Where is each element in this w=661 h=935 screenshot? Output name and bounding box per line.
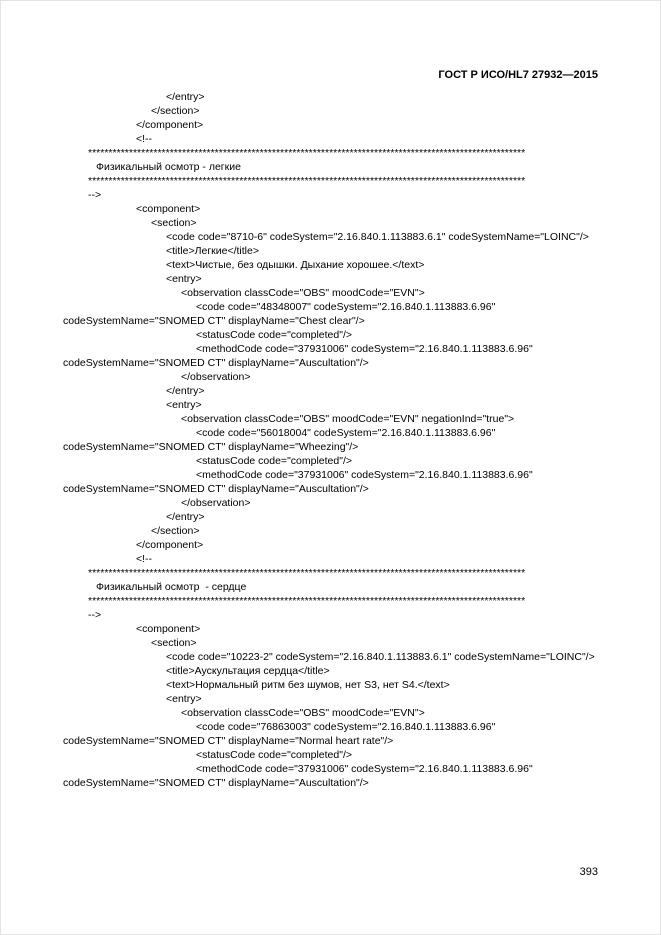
code-line: <!-- [136, 553, 153, 565]
code-line: <entry> [166, 399, 202, 411]
code-line: <observation classCode="OBS" moodCode="EVN" negationInd="true"> [181, 413, 515, 425]
code-line: --> [88, 189, 102, 201]
code-line: codeSystemName="SNOMED CT" displayName="Wheezing"/> [63, 441, 359, 453]
code-line: <methodCode code="37931006" codeSystem="2.16.840.1.113883.6.96" [196, 343, 533, 355]
code-line: </entry> [166, 511, 205, 523]
code-line: <code code="48348007" codeSystem="2.16.840.1.113883.6.96" [196, 301, 496, 313]
code-line: <statusCode code="completed"/> [196, 455, 353, 467]
standard-number: ГОСТ Р ИСО/HL7 27932—2015 [438, 69, 598, 81]
code-line: *********************************************************************************************************** [88, 595, 526, 607]
code-line: <methodCode code="37931006" codeSystem="2.16.840.1.113883.6.96" [196, 469, 533, 481]
code-line: </component> [136, 539, 204, 551]
code-line: codeSystemName="SNOMED CT" displayName="Chest clear"/> [63, 315, 365, 327]
page-header [63, 57, 598, 93]
page-footer [63, 866, 598, 878]
code-line: <text>Чистые, без одышки. Дыхание хорошее.</text> [166, 259, 425, 271]
xml-code-block [63, 90, 631, 790]
code-line: Физикальный осмотр - сердце [96, 581, 247, 593]
code-line: <title>Легкие</title> [166, 245, 259, 257]
code-line: codeSystemName="SNOMED CT" displayName="Auscultation"/> [63, 357, 369, 369]
code-line: </component> [136, 119, 204, 131]
code-line: codeSystemName="SNOMED CT" displayName="Normal heart rate"/> [63, 735, 394, 747]
code-line: <code code="8710-6" codeSystem="2.16.840.1.113883.6.1" codeSystemName="LOINC"/> [166, 231, 589, 243]
code-line: <observation classCode="OBS" moodCode="EVN"> [181, 707, 425, 719]
code-line: <statusCode code="completed"/> [196, 749, 353, 761]
code-line: </observation> [181, 371, 251, 383]
code-line: <code code="10223-2" codeSystem="2.16.840.1.113883.6.1" codeSystemName="LOINC"/> [166, 651, 595, 663]
code-line: <code code="56018004" codeSystem="2.16.840.1.113883.6.96" [196, 427, 496, 439]
code-line: </entry> [166, 385, 205, 397]
code-line: <section> [151, 217, 197, 229]
code-line: </observation> [181, 497, 251, 509]
code-line: <code code="76863003" codeSystem="2.16.840.1.113883.6.96" [196, 721, 496, 733]
code-line: </section> [151, 525, 200, 537]
code-line: <entry> [166, 693, 202, 705]
code-line: *********************************************************************************************************** [88, 567, 526, 579]
page-number: 393 [579, 866, 598, 878]
code-line: </section> [151, 105, 200, 117]
code-line: Физикальный осмотр - легкие [96, 161, 241, 173]
code-line: <text>Нормальный ритм без шумов, нет S3, нет S4.</text> [166, 679, 450, 691]
code-line: <statusCode code="completed"/> [196, 329, 353, 341]
code-line: <observation classCode="OBS" moodCode="EVN"> [181, 287, 425, 299]
code-line: codeSystemName="SNOMED CT" displayName="Auscultation"/> [63, 777, 369, 789]
code-line: *********************************************************************************************************** [88, 175, 526, 187]
code-line: <!-- [136, 133, 153, 145]
code-line: <section> [151, 637, 197, 649]
code-line: --> [88, 609, 102, 621]
code-line: </entry> [166, 91, 205, 103]
code-line: *********************************************************************************************************** [88, 147, 526, 159]
code-line: <entry> [166, 273, 202, 285]
code-line: <component> [136, 203, 201, 215]
code-line: <title>Аускультация сердца</title> [166, 665, 330, 677]
code-line: <methodCode code="37931006" codeSystem="2.16.840.1.113883.6.96" [196, 763, 533, 775]
code-line: <component> [136, 623, 201, 635]
code-line: codeSystemName="SNOMED CT" displayName="Auscultation"/> [63, 483, 369, 495]
